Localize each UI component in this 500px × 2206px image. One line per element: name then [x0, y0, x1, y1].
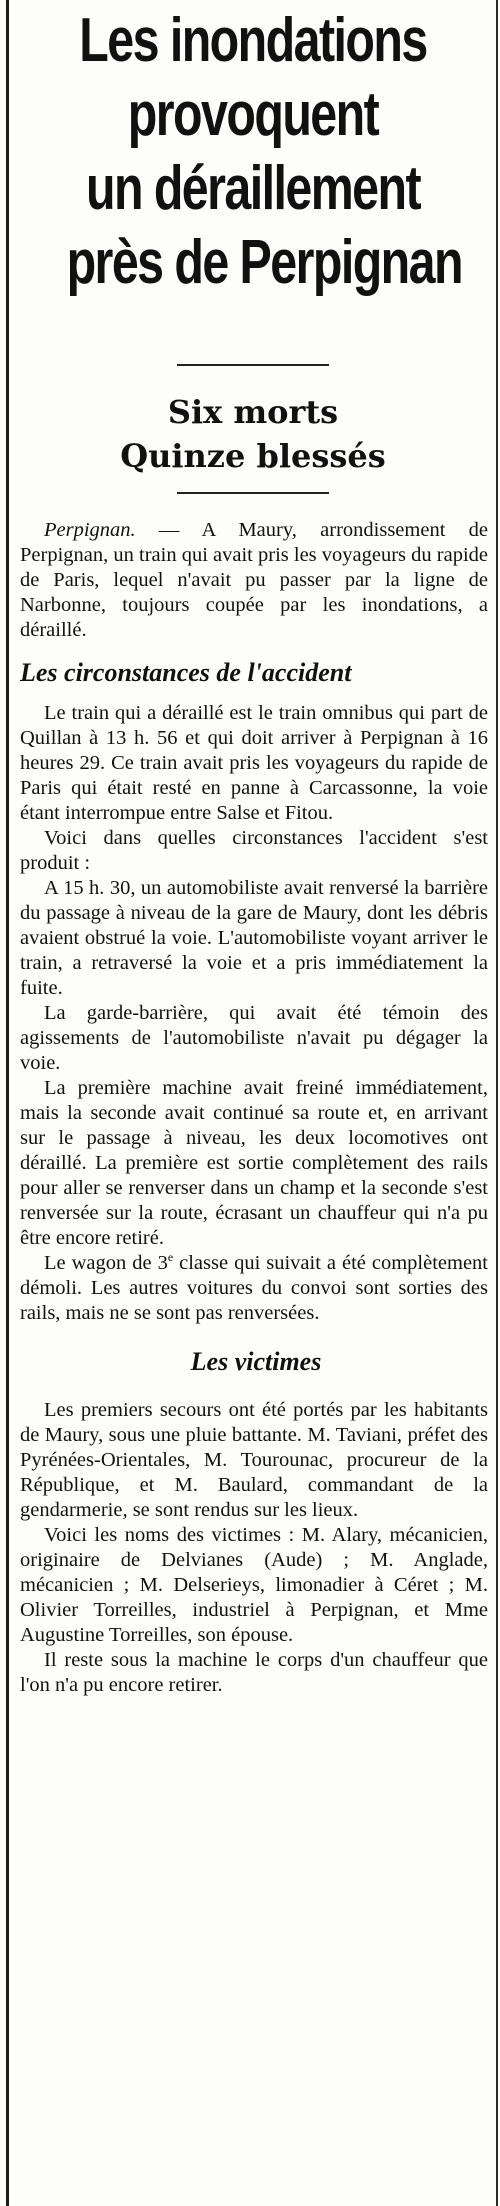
article [14, 0, 492, 2206]
subheadline-line-2: Quinze blessés [120, 437, 386, 475]
column-rule-right [496, 0, 498, 2206]
headline-divider [177, 364, 329, 366]
dateline-place: Perpignan. [44, 519, 136, 541]
lead-paragraph [14, 518, 492, 643]
wagon-text-start: Le wagon de 3 [44, 1252, 168, 1274]
subheadline-line-1: Six morts [167, 393, 339, 431]
headline-line-3: un déraillement [85, 154, 421, 223]
subheadline [14, 390, 492, 478]
subhead-divider [177, 492, 329, 494]
wagon-text-end: classe qui suivait a été complètement démoli. Les autres voitures du convoi sont sorties des rails, mais ne se sont pas renversées. [20, 1252, 488, 1324]
paragraph: Voici dans quelles circonstances l'accident s'est produit : [20, 827, 488, 874]
paragraph [14, 1251, 492, 1326]
paragraph: Le train qui a déraillé est le train omnibus qui part de Quillan à 13 h. 56 et qui doit arriver à Perpignan à 16 heures 29. Ce train avait pris les voyageurs du rapide de Paris qui était resté en panne à Carcassonne, la voie étant interrompue entre Salse et Fitou. [20, 702, 488, 824]
lead-text: — A Maury, arrondissement de Perpignan, un train qui avait pris les voyageurs du rapide de Paris, lequel n'avait pu passer par la ligne de Narbonne, toujours coupée par les inondations, a déraillé. [20, 519, 488, 641]
section-title-victims: Les victimes [190, 1347, 322, 1376]
paragraph: La garde-barrière, qui avait été témoin des agissements de l'automobiliste n'avait pu dégager la voie. [20, 1002, 488, 1074]
paragraph: Voici les noms des victimes : M. Alary, mécanicien, originaire de Delvianes (Aude) ; M. Anglade, mécanicien ; M. Delserieys, limonadier à Céret ; M. Olivier Torreilles, industriel à Perpignan, et Mme Augustine Torreilles, son épouse. [20, 1524, 488, 1646]
paragraph: A 15 h. 30, un automobiliste avait renversé la barrière du passage à niveau de la gare de Maury, dont les débris avaient obstrué la voie. L'automobiliste voyant arriver le train, a retraversé la voie et a pris immédiatement la fuite. [20, 877, 488, 999]
paragraph: La première machine avait freiné immédiatement, mais la seconde avait continué sa route et, en arrivant sur le passage à niveau, les deux locomotives ont déraillé. La première est sortie complètement des rails pour aller se renverser dans un champ et la seconde s'est renversée sur la route, écrasant un chauffeur qui n'a pu être encore retiré. [20, 1077, 488, 1249]
paragraph: Il reste sous la machine le corps d'un chauffeur que l'on n'a pu encore retirer. [20, 1649, 488, 1696]
headline [66, 0, 462, 300]
headline-line-1: Les inondations [79, 6, 427, 75]
headline-line-4: près de Perpignan [66, 228, 462, 297]
ordinal-superscript: e [167, 1250, 174, 1265]
column-rule-left [6, 0, 9, 2206]
section-title-circumstances: Les circonstances de l'accident [20, 658, 352, 687]
paragraph: Les premiers secours ont été portés par les habitants de Maury, sous une pluie battante. M. Taviani, préfet des Pyrénées-Orientales, M. Tourounac, procureur de la République, et M. Baulard, commandant de la gendarmerie, se sont rendus sur les lieux. [20, 1399, 488, 1521]
headline-line-2: provoquent [127, 80, 379, 149]
